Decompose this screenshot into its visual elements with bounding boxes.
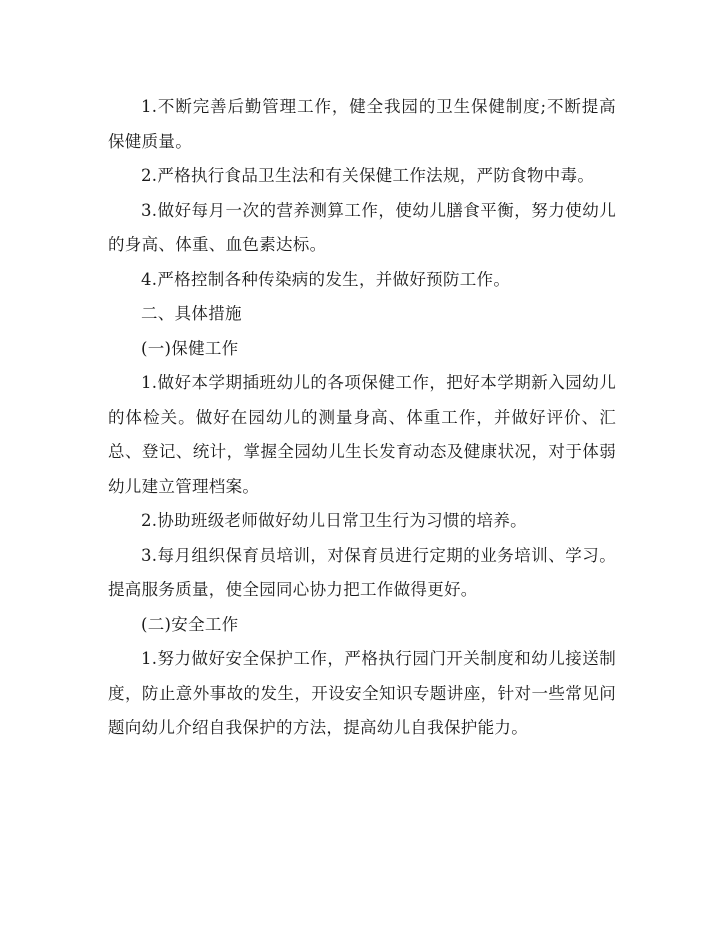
paragraph-goal-2: 2.严格执行食品卫生法和有关保健工作法规，严防食物中毒。 bbox=[141, 166, 595, 185]
document-body bbox=[108, 90, 616, 746]
paragraph-health-1: 1.做好本学期插班幼儿的各项保健工作，把好本学期新入园幼儿的体检关。做好在园幼儿的测量身高、体重工作，并做好评价、汇总、登记、统计，掌握全园幼儿生长发育动态及健康状况，对于体弱幼儿建立管理档案。 bbox=[108, 373, 616, 496]
paragraph-safety-1: 1.努力做好安全保护工作，严格执行园门开关制度和幼儿接送制度，防止意外事故的发生，开设安全知识专题讲座，针对一些常见问题向幼儿介绍自我保护的方法，提高幼儿自我保护能力。 bbox=[108, 649, 616, 737]
paragraph-goal-4: 4.严格控制各种传染病的发生，并做好预防工作。 bbox=[141, 269, 511, 289]
paragraph-health-2: 2.协助班级老师做好幼儿日常卫生行为习惯的培养。 bbox=[141, 511, 527, 530]
paragraph-health-3: 3.每月组织保育员培训，对保育员进行定期的业务培训、学习。提高服务质量，使全园同心协力把工作做得更好。 bbox=[108, 545, 616, 599]
subsection-heading-health: (一)保健工作 bbox=[141, 338, 239, 358]
section-heading-measures: 二、具体措施 bbox=[141, 304, 242, 323]
paragraph-goal-3: 3.做好每月一次的营养测算工作，使幼儿膳食平衡，努力使幼儿的身高、体重、血色素达标。 bbox=[108, 200, 616, 254]
subsection-heading-safety: (二)安全工作 bbox=[141, 614, 239, 634]
paragraph-goal-1: 1.不断完善后勤管理工作，健全我园的卫生保健制度;不断提高保健质量。 bbox=[108, 97, 616, 151]
